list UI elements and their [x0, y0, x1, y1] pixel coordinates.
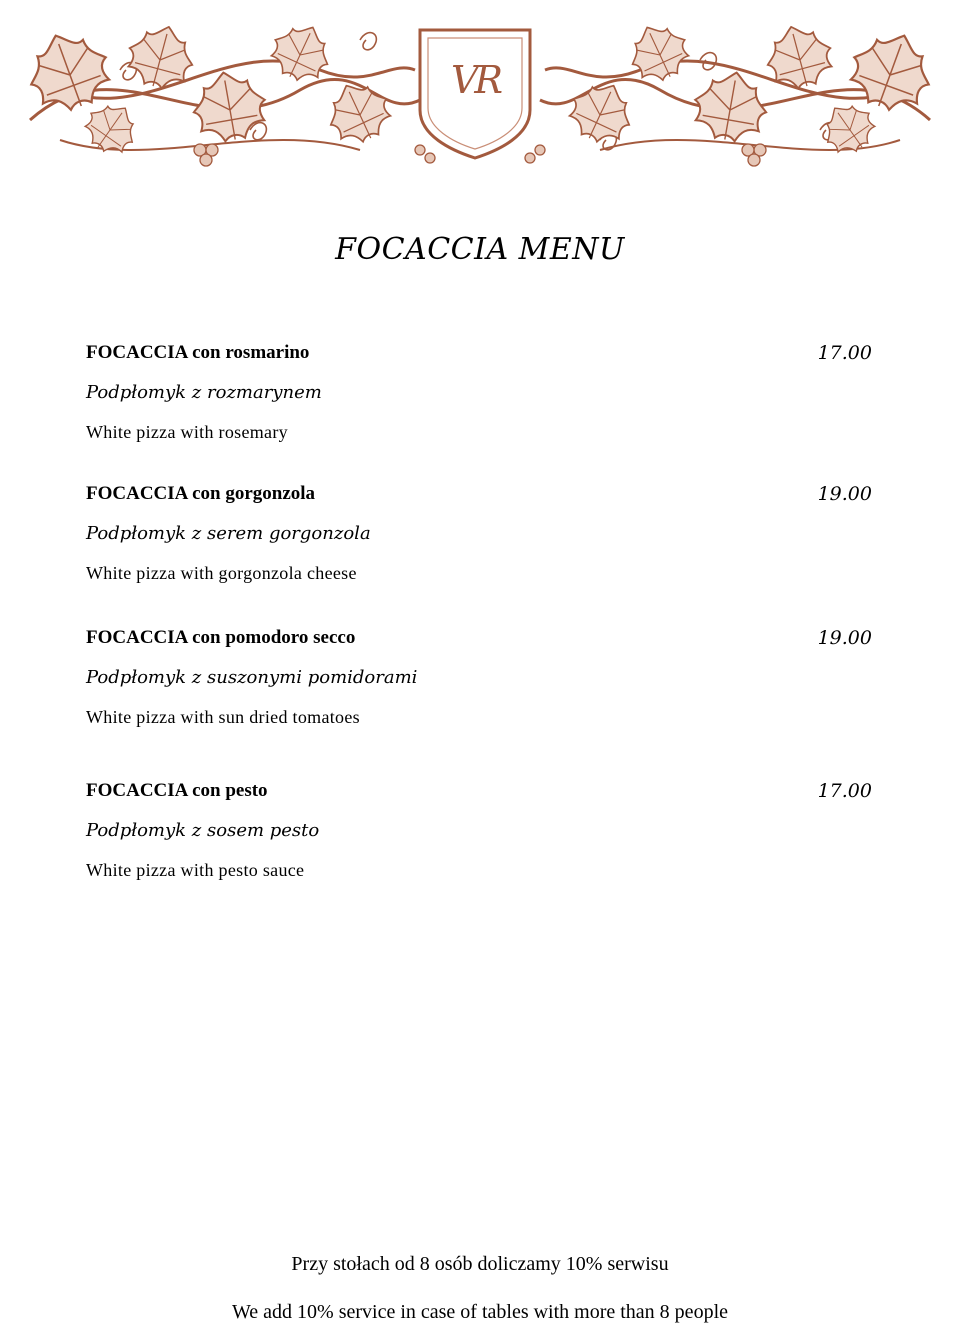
item-name: FOCACCIA con pesto [86, 780, 268, 801]
menu-item [86, 627, 872, 727]
menu-item [86, 342, 872, 442]
item-english-description: White pizza with sun dried tomatoes [86, 707, 360, 727]
item-name: FOCACCIA con pomodoro secco [86, 627, 356, 648]
logo-monogram: VR [450, 58, 500, 102]
item-polish-description: Podpłomyk z rozmarynem [86, 382, 322, 403]
service-charge-note-english: We add 10% service in case of tables with more than 8 people [232, 1301, 728, 1323]
menu-item [86, 780, 872, 880]
item-price: 17.00 [817, 780, 872, 802]
item-name: FOCACCIA con gorgonzola [86, 483, 316, 504]
item-name: FOCACCIA con rosmarino [86, 342, 310, 363]
item-price: 17.00 [817, 342, 872, 364]
item-price: 19.00 [817, 627, 872, 649]
menu-item [86, 483, 872, 583]
page-title: FOCACCIA MENU [335, 232, 625, 267]
item-english-description: White pizza with pesto sauce [86, 860, 305, 880]
service-charge-note-polish: Przy stołach od 8 osób doliczamy 10% serwisu [291, 1253, 669, 1275]
item-english-description: White pizza with gorgonzola cheese [86, 563, 357, 583]
item-polish-description: Podpłomyk z serem gorgonzola [86, 523, 371, 544]
item-english-description: White pizza with rosemary [86, 422, 288, 442]
item-polish-description: Podpłomyk z sosem pesto [86, 820, 320, 841]
item-price: 19.00 [817, 483, 872, 505]
item-polish-description: Podpłomyk z suszonymi pomidorami [86, 667, 418, 688]
